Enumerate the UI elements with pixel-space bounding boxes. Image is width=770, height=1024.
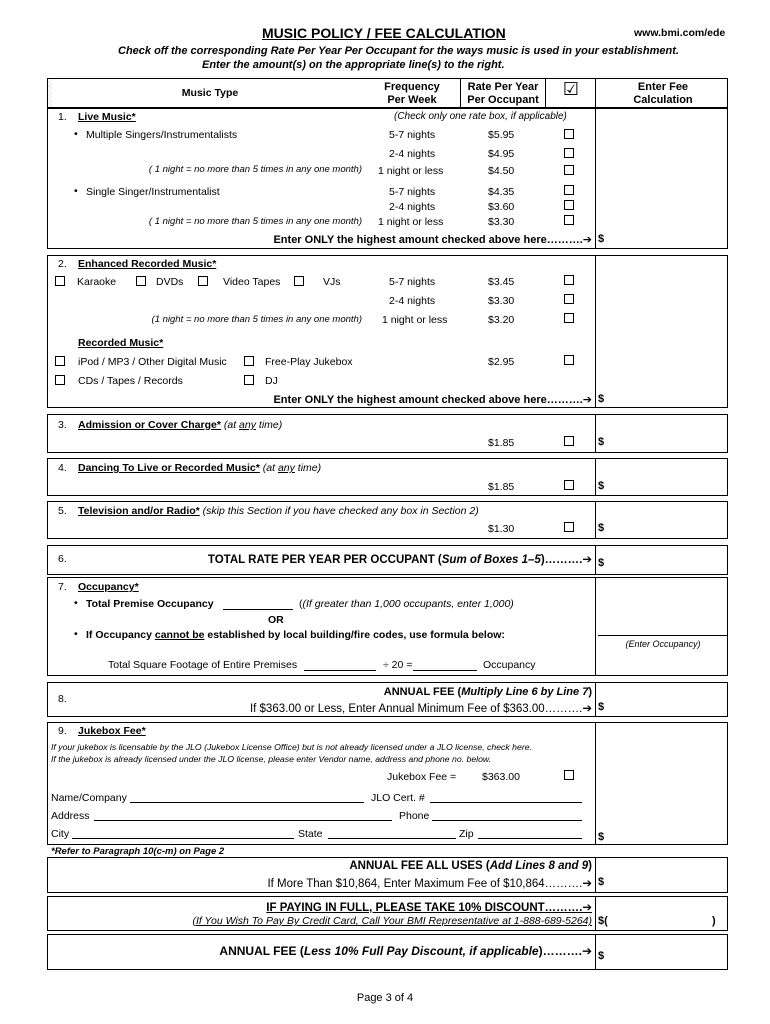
night-note-2: (1 night = no more than 5 times in any one month)	[151, 314, 362, 325]
fee-input-1[interactable]	[606, 228, 724, 246]
address-input[interactable]	[94, 820, 392, 821]
checkbox-1-multiple-1[interactable]	[564, 165, 574, 175]
checkbox-1-single-1[interactable]	[564, 215, 574, 225]
checkbox-jukebox[interactable]	[564, 770, 574, 780]
section-2-number: 2.	[58, 258, 67, 270]
discount-line-1: IF PAYING IN FULL, PLEASE TAKE 10% DISCOUNT……….➔	[266, 902, 592, 914]
total-occupancy-note: ((If greater than 1,000 occupants, enter 1,000)	[299, 598, 514, 610]
dvds-label: DVDs	[156, 276, 184, 288]
discount-input[interactable]	[612, 911, 708, 929]
discount-close-paren: )	[712, 915, 716, 927]
night-note-1a: ( 1 night = no more than 5 times in any one month)	[148, 164, 362, 175]
section-8-number: 8.	[58, 693, 67, 705]
section-2-enter: Enter ONLY the highest amount checked above here……….➔	[273, 394, 592, 406]
jlo-cert-input[interactable]	[430, 802, 582, 803]
section-1-number: 1.	[58, 111, 67, 123]
night-note-1b: ( 1 night = no more than 5 times in any one month)	[148, 216, 362, 227]
rate-1c: $4.50	[488, 165, 515, 177]
section-3-number: 3.	[58, 419, 67, 431]
col-rate-2: Per Occupant	[467, 94, 539, 106]
section-5-heading: Television and/or Radio* (skip this Section if you have checked any box in Section 2)	[78, 505, 479, 517]
fee-input-all-uses[interactable]	[606, 872, 724, 890]
fee-input-9[interactable]	[606, 826, 724, 844]
single-singer-label: Single Singer/Instrumentalist	[86, 186, 220, 198]
or-label: OR	[268, 614, 284, 626]
dollar-5: $	[598, 522, 605, 534]
fee-input-6[interactable]	[606, 552, 724, 570]
freq-1f: 1 night or less	[378, 216, 444, 228]
all-uses-line-2: If More Than $10,864, Enter Maximum Fee of $10,864……….➔	[267, 878, 592, 890]
section-5-number: 5.	[58, 505, 67, 517]
ipod-label: iPod / MP3 / Other Digital Music	[78, 356, 227, 368]
jukebox-note-2: If the jukebox is already licensed under the JLO license, please enter Vendor name, address and phone no. below.	[51, 754, 492, 764]
jlo-cert-label: JLO Cert. #	[371, 792, 425, 804]
occupancy-input[interactable]	[598, 635, 728, 636]
fee-input-5[interactable]	[606, 518, 724, 536]
freq-1d: 5-7 nights	[389, 186, 436, 198]
square-footage-label: Total Square Footage of Entire Premises	[108, 659, 298, 671]
dj-label: DJ	[265, 375, 278, 387]
checkbox-1-multiple-5-7[interactable]	[564, 129, 574, 139]
final-fee-label: ANNUAL FEE (Less 10% Full Pay Discount, if applicable)……….➔	[219, 944, 592, 958]
checkbox-5[interactable]	[564, 522, 574, 532]
instruction-line-2: Enter the amount(s) on the appropriate line(s) to the right.	[202, 59, 505, 71]
total-occupancy-label: Total Premise Occupancy	[86, 598, 214, 610]
jukebox-fee-label: Jukebox Fee =	[387, 771, 457, 783]
rate-2d: $2.95	[488, 356, 515, 368]
checkbox-dvds[interactable]	[136, 276, 146, 286]
state-input[interactable]	[328, 838, 456, 839]
fee-input-4[interactable]	[606, 476, 724, 494]
section-4-title: Dancing To Live or Recorded Music*	[78, 462, 260, 474]
checkbox-2-5-7[interactable]	[564, 275, 574, 285]
dollar-4: $	[598, 480, 605, 492]
section-3-title: Admission or Cover Charge*	[78, 419, 221, 431]
checkbox-4[interactable]	[564, 480, 574, 490]
checkbox-1-multiple-2-4[interactable]	[564, 148, 574, 158]
section-6-total-label: TOTAL RATE PER YEAR PER OCCUPANT (Sum of Boxes 1–5)……….➔	[207, 554, 592, 566]
discount-line-2: (If You Wish To Pay By Credit Card, Call Your BMI Representative at 1-888-689-5264)	[192, 915, 592, 927]
name-company-input[interactable]	[130, 802, 364, 803]
section-7-number: 7.	[58, 581, 67, 593]
rate-4: $1.85	[488, 481, 515, 493]
rate-1e: $3.60	[488, 201, 515, 213]
divide-label: ÷ 20 =	[383, 659, 413, 671]
dollar-final: $	[598, 950, 605, 962]
col-frequency-2: Per Week	[387, 94, 437, 106]
rate-1b: $4.95	[488, 148, 515, 160]
fee-input-8[interactable]	[606, 697, 724, 715]
freq-1c: 1 night or less	[378, 165, 444, 177]
rate-1f: $3.30	[488, 216, 515, 228]
zip-label: Zip	[459, 828, 474, 840]
col-rate-1: Rate Per Year	[467, 81, 539, 93]
zip-input[interactable]	[478, 838, 582, 839]
section-5-title: Television and/or Radio*	[78, 505, 200, 517]
rate-1a: $5.95	[488, 129, 515, 141]
rate-1d: $4.35	[488, 186, 515, 198]
city-input[interactable]	[72, 838, 294, 839]
video-tapes-label: Video Tapes	[223, 276, 281, 288]
section-7-title: Occupancy*	[78, 581, 139, 593]
rate-2a: $3.45	[488, 276, 515, 288]
col-check-icon: ☑	[562, 79, 580, 99]
section-4-number: 4.	[58, 462, 67, 474]
rate-2c: $3.20	[488, 314, 515, 326]
rate-5: $1.30	[488, 523, 515, 535]
section-1-enter: Enter ONLY the highest amount checked above here……….➔	[273, 234, 592, 246]
jukebox-note-1: If your jukebox is licensable by the JLO (Jukebox License Office) but is not already licensed under a JLO license, check here.	[51, 742, 532, 752]
section-6-number: 6.	[58, 553, 67, 565]
refer-note: *Refer to Paragraph 10(c-m) on Page 2	[51, 846, 225, 857]
rate-2b: $3.30	[488, 295, 515, 307]
section-8-line-1: ANNUAL FEE (Multiply Line 6 by Line 7)	[383, 686, 592, 698]
page-title: MUSIC POLICY / FEE CALCULATION	[262, 25, 506, 41]
fee-input-final[interactable]	[606, 946, 724, 964]
multiple-singers-label: Multiple Singers/Instrumentalists	[86, 129, 238, 141]
section-1-note: (Check only one rate box, if applicable)	[394, 111, 567, 122]
formula-occupancy-input[interactable]	[413, 670, 477, 671]
dollar-2: $	[598, 393, 605, 405]
checkbox-2-2-4[interactable]	[564, 294, 574, 304]
section-1-title: Live Music*	[78, 111, 136, 123]
checkbox-video-tapes[interactable]	[198, 276, 208, 286]
checkbox-dj[interactable]	[244, 375, 254, 385]
freq-1e: 2-4 nights	[389, 201, 436, 213]
freq-2b: 2-4 nights	[389, 295, 436, 307]
karaoke-label: Karaoke	[77, 276, 117, 288]
dollar-1: $	[598, 233, 605, 245]
name-company-label: Name/Company	[51, 792, 127, 804]
free-play-jukebox-label: Free-Play Jukebox	[265, 356, 353, 368]
checkbox-2-recorded[interactable]	[564, 355, 574, 365]
instruction-line-1: Check off the corresponding Rate Per Year Per Occupant for the ways music is used in your establishment.	[118, 45, 679, 57]
all-uses-line-1: ANNUAL FEE ALL USES (Add Lines 8 and 9)	[349, 860, 592, 872]
checkbox-1-single-5-7[interactable]	[564, 185, 574, 195]
checkbox-karaoke[interactable]	[55, 276, 65, 286]
section-3-heading: Admission or Cover Charge* (at any time)	[78, 419, 283, 431]
enter-occupancy-label: (Enter Occupancy)	[625, 639, 701, 649]
recorded-music-title: Recorded Music*	[78, 337, 164, 349]
checkbox-free-play-jukebox[interactable]	[244, 356, 254, 366]
freq-1a: 5-7 nights	[389, 129, 436, 141]
fee-input-3[interactable]	[606, 432, 724, 450]
freq-2c: 1 night or less	[382, 314, 448, 326]
page-number: Page 3 of 4	[356, 992, 414, 1004]
section-2-title: Enhanced Recorded Music*	[78, 258, 217, 270]
phone-label: Phone	[399, 810, 430, 822]
section-9-title: Jukebox Fee*	[78, 725, 146, 737]
vjs-label: VJs	[323, 276, 341, 288]
website-url: www.bmi.com/ede	[634, 27, 726, 39]
dollar-6: $	[598, 557, 605, 569]
address-label: Address	[51, 810, 90, 822]
state-label: State	[298, 828, 323, 840]
section-9-number: 9.	[58, 725, 67, 737]
dollar-all-uses: $	[598, 876, 605, 888]
checkbox-ipod[interactable]	[55, 356, 65, 366]
checkbox-2-1[interactable]	[564, 313, 574, 323]
formula-instruction: If Occupancy cannot be established by local building/fire codes, use formula below:	[86, 629, 505, 641]
freq-2a: 5-7 nights	[389, 276, 436, 288]
cds-label: CDs / Tapes / Records	[78, 375, 183, 387]
rate-3: $1.85	[488, 437, 515, 449]
total-occupancy-input[interactable]	[223, 609, 293, 610]
jukebox-fee-value: $363.00	[482, 771, 520, 783]
col-music-type: Music Type	[181, 87, 239, 99]
occupancy-label: Occupancy	[483, 659, 536, 671]
dollar-3: $	[598, 436, 605, 448]
freq-1b: 2-4 nights	[389, 148, 436, 160]
checkbox-cds[interactable]	[55, 375, 65, 385]
col-fee-1: Enter Fee	[637, 81, 689, 93]
col-frequency-1: Frequency	[384, 81, 440, 93]
col-fee-2: Calculation	[633, 94, 693, 106]
discount-open-paren: $(	[598, 915, 608, 927]
section-8-line-2: If $363.00 or Less, Enter Annual Minimum Fee of $363.00……….➔	[249, 703, 592, 715]
square-footage-input[interactable]	[304, 670, 376, 671]
checkbox-vjs[interactable]	[294, 276, 304, 286]
section-4-heading: Dancing To Live or Recorded Music* (at any time)	[78, 462, 322, 474]
dollar-8: $	[598, 701, 605, 713]
checkbox-3[interactable]	[564, 436, 574, 446]
dollar-9: $	[598, 831, 605, 843]
phone-input[interactable]	[432, 820, 582, 821]
fee-input-2[interactable]	[606, 388, 724, 406]
checkbox-1-single-2-4[interactable]	[564, 200, 574, 210]
city-label: City	[51, 828, 70, 840]
